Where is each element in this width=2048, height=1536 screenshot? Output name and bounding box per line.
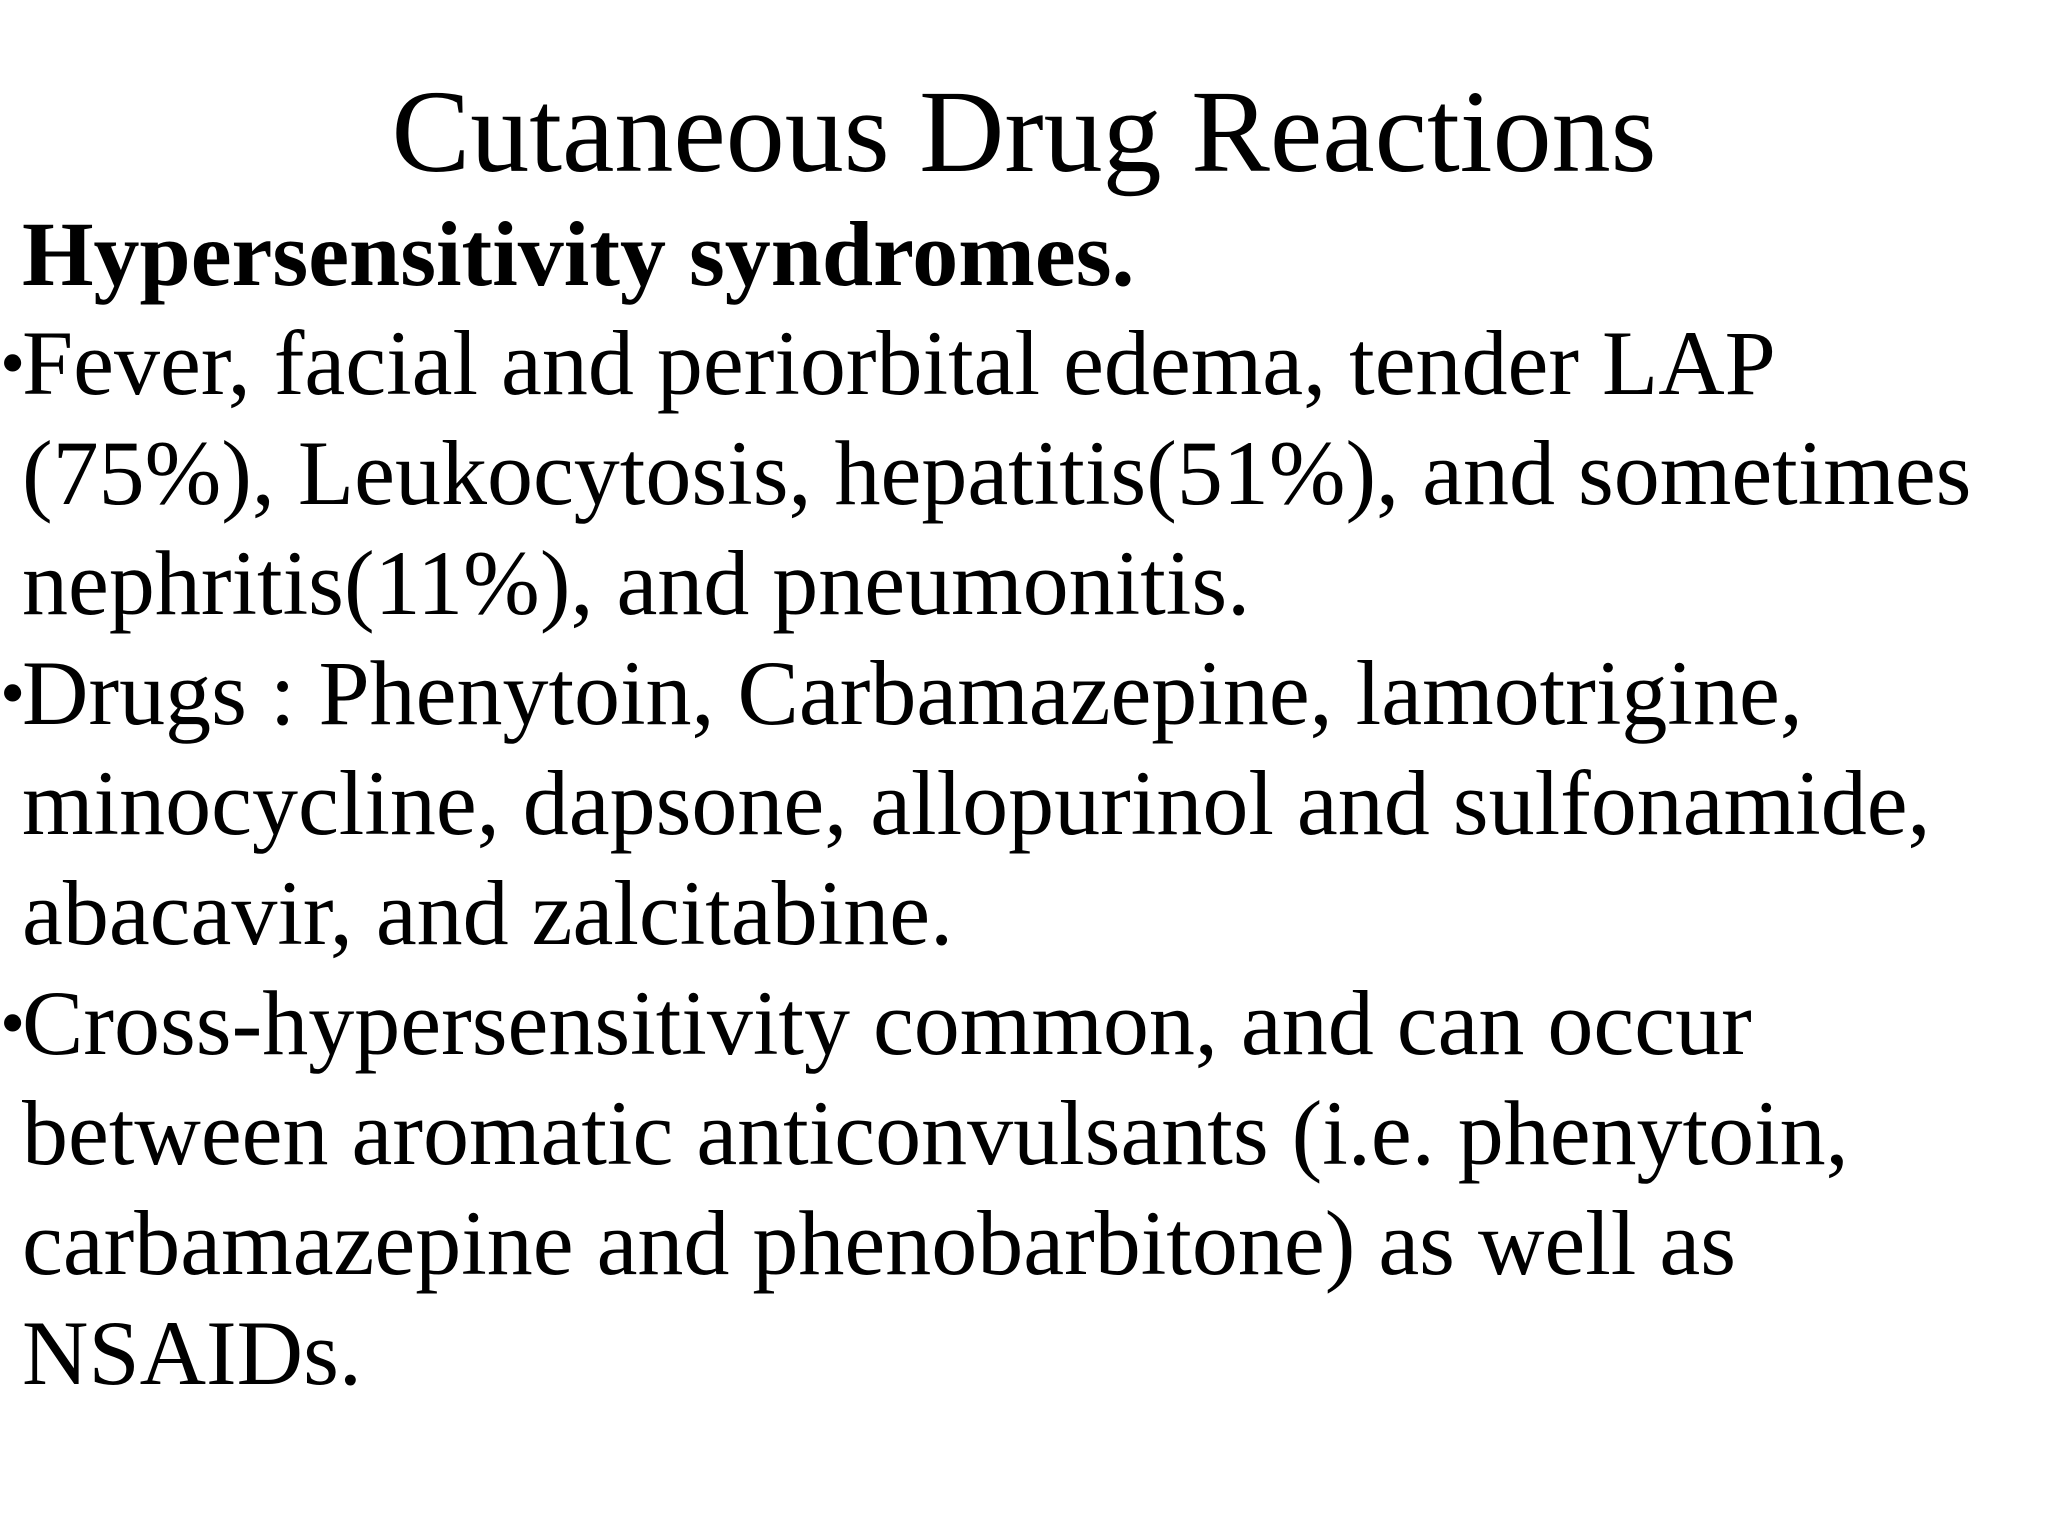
section-subheading: Hypersensitivity syndromes.: [22, 203, 1135, 305]
bullet-text-line: between aromatic anticonvulsants (i.e. phenytoin,: [22, 1082, 1849, 1184]
bullet-text-line: carbamazepine and phenobarbitone) as well as: [22, 1192, 1736, 1294]
bullet-text-line: abacavir, and zalcitabine.: [22, 862, 954, 964]
bullet-dot-icon: •: [0, 653, 26, 733]
bullet-text-line: nephritis(11%), and pneumonitis.: [22, 532, 1251, 634]
bullet-dot-icon: •: [0, 323, 26, 403]
bullet-text-line: NSAIDs.: [22, 1302, 362, 1404]
bullet-item: [0, 308, 2040, 638]
bullet-text-line: Cross-hypersensitivity common, and can occur: [22, 972, 1752, 1074]
bullet-item: [0, 638, 2040, 968]
bullet-text-line: Fever, facial and periorbital edema, tender LAP: [22, 312, 1776, 414]
bullet-dot-icon: •: [0, 983, 26, 1063]
bullet-item: [0, 968, 2040, 1408]
bullet-list: [0, 308, 2040, 1408]
bullet-text-line: (75%), Leukocytosis, hepatitis(51%), and sometimes: [22, 422, 1972, 524]
bullet-text-line: minocycline, dapsone, allopurinol and sulfonamide,: [22, 752, 1931, 854]
bullet-text-line: Drugs : Phenytoin, Carbamazepine, lamotrigine,: [22, 642, 1803, 744]
slide-title: Cutaneous Drug Reactions: [391, 66, 1657, 197]
